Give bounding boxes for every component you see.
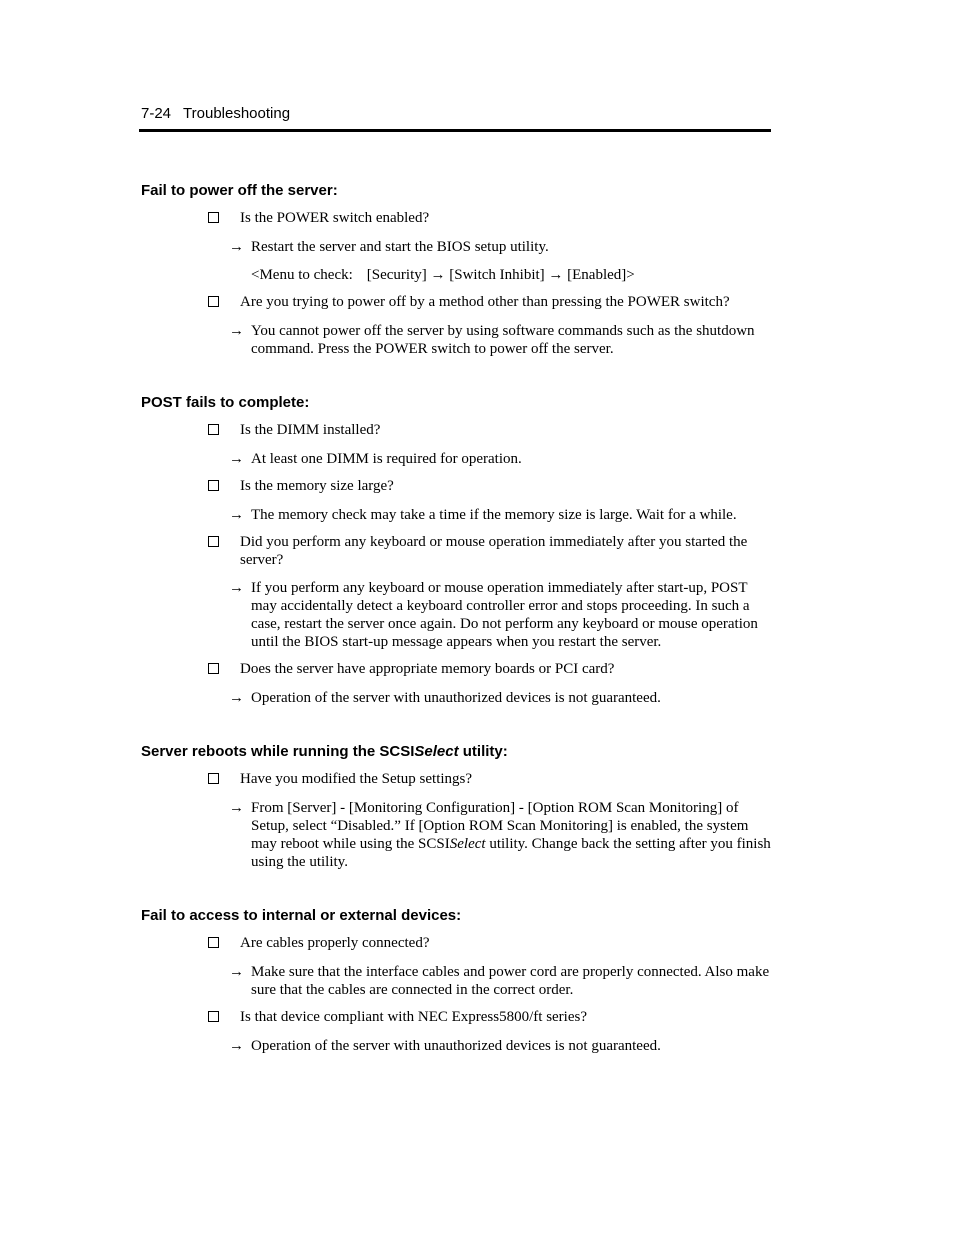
checkbox-icon	[208, 1011, 219, 1022]
header-section-title: Troubleshooting	[183, 105, 291, 122]
arrow-icon: →	[229, 800, 244, 816]
question-text: Does the server have appropriate memory boards or PCI card?	[240, 661, 615, 677]
question-item	[207, 293, 777, 311]
section-heading-power-off: Fail to power off the server:	[141, 182, 338, 199]
question-text: Have you modified the Setup settings?	[240, 771, 473, 787]
answer-text: Operation of the server with unauthorized devices is not guaranteed.	[251, 1038, 661, 1054]
question-item	[207, 770, 777, 788]
answer-text: The memory check may take a time if the memory size is large. Wait for a while.	[251, 507, 737, 523]
answer-text	[251, 799, 774, 871]
question-item	[207, 421, 777, 439]
answer-item	[229, 322, 774, 358]
question-text: Are cables properly connected?	[240, 935, 430, 951]
answer-item	[229, 1037, 774, 1055]
question-text: Did you perform any keyboard or mouse operation immediately after you started the server?	[240, 534, 748, 568]
arrow-icon: →	[229, 239, 244, 255]
checkbox-icon	[208, 937, 219, 948]
arrow-icon: →	[229, 964, 244, 980]
checkbox-icon	[208, 773, 219, 784]
checkbox-icon	[208, 663, 219, 674]
question-text: Are you trying to power off by a method other than pressing the POWER switch?	[240, 294, 730, 310]
checkbox-icon	[208, 424, 219, 435]
answer-text: You cannot power off the server by using software commands such as the shutdown command. Press the POWER switch to power off the server.	[251, 323, 755, 357]
question-text: Is the DIMM installed?	[240, 422, 381, 438]
heading-italic-part: Select	[414, 743, 459, 760]
arrow-icon: →	[229, 323, 244, 339]
header-rule	[139, 129, 771, 132]
checkbox-icon	[208, 536, 219, 547]
answer-item	[229, 799, 774, 871]
page-number: 7-24	[141, 105, 172, 122]
question-item	[207, 934, 777, 952]
answer-text: Operation of the server with unauthorized devices is not guaranteed.	[251, 690, 661, 706]
answer-text: Restart the server and start the BIOS setup utility.	[251, 239, 549, 255]
heading-part: Server reboots while running the SCSI	[141, 743, 415, 760]
arrow-icon: →	[229, 690, 244, 706]
menu-label: <Menu to check:	[251, 267, 353, 283]
question-item	[207, 533, 777, 569]
answer-text: Make sure that the interface cables and power cord are properly connected. Also make sure that the cables are connected in the correct order.	[251, 964, 770, 998]
checkbox-icon	[208, 480, 219, 491]
answer-item	[229, 963, 774, 999]
menu-path: [Security] → [Switch Inhibit] → [Enabled]>	[366, 267, 635, 283]
checkbox-icon	[208, 212, 219, 223]
answer-text: At least one DIMM is required for operation.	[251, 451, 522, 467]
answer-part: utility. Change back the setting after you finish using the utility.	[251, 836, 771, 870]
heading-part: utility:	[458, 743, 508, 760]
question-item	[207, 477, 777, 495]
answer-part: From [Server] - [Monitoring Configuration] - [Option ROM Scan Monitoring] of Setup, select “Disabled.” If [Option ROM Scan Monitoring] is enabled, the system may reboot while using the SCSI	[251, 800, 749, 852]
question-item	[207, 660, 777, 678]
answer-item	[229, 689, 774, 707]
question-item	[207, 209, 777, 227]
arrow-icon: →	[229, 507, 244, 523]
answer-item	[229, 450, 774, 468]
question-item	[207, 1008, 777, 1026]
answer-text: If you perform any keyboard or mouse operation immediately after start-up, POST may accidentally detect a keyboard controller error and stops proceeding. In such a case, restart the server once again. Do not perform any keyboard or mouse operation until the BIOS start-up message appears when you restart the server.	[251, 580, 758, 650]
question-text: Is the memory size large?	[240, 478, 394, 494]
arrow-icon: →	[229, 1038, 244, 1054]
section-heading-post-fails: POST fails to complete:	[141, 394, 310, 411]
question-text: Is that device compliant with NEC Express5800/ft series?	[240, 1009, 587, 1025]
section-heading-device-access: Fail to access to internal or external devices:	[141, 907, 462, 924]
answer-item	[229, 238, 774, 256]
arrow-icon: →	[229, 451, 244, 467]
question-text: Is the POWER switch enabled?	[240, 210, 430, 226]
answer-item	[229, 506, 774, 524]
answer-italic-part: Select	[449, 836, 486, 852]
page-header	[141, 105, 290, 122]
arrow-icon: →	[229, 580, 244, 596]
answer-item	[229, 579, 774, 651]
checkbox-icon	[208, 296, 219, 307]
menu-to-check	[251, 266, 635, 284]
section-heading-server-reboots	[141, 743, 508, 760]
